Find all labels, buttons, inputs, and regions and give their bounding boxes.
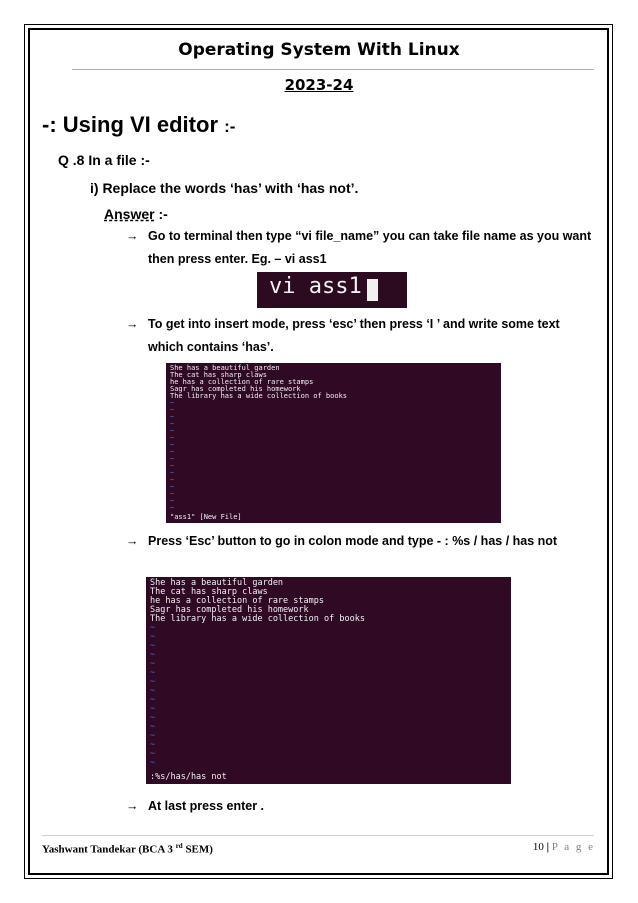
empty-line-tilde: ~ <box>150 695 156 705</box>
empty-line-tilde: ~ <box>170 455 175 463</box>
answer-label <box>104 206 168 222</box>
answer-tail: :- <box>154 206 168 222</box>
empty-line-tilde: ~ <box>170 441 175 449</box>
empty-line-tilde: ~ <box>170 406 175 414</box>
empty-line-tilde: ~ <box>150 740 156 750</box>
arrow-icon: → <box>126 317 139 331</box>
empty-line-tilde: ~ <box>150 722 156 732</box>
empty-line-tilde: ~ <box>150 659 156 669</box>
empty-line-tilde: ~ <box>150 758 156 768</box>
terminal-line: The cat has sharp claws <box>170 371 267 379</box>
terminal-line: The library has a wide collection of books <box>170 392 348 400</box>
page-number: 10 <box>532 841 544 853</box>
terminal-screenshot-1 <box>166 363 501 523</box>
empty-line-tilde: ~ <box>150 713 156 723</box>
step-1-text: Go to terminal then type “vi file_name” you can take file name as you want then press enter. Eg. – vi ass1 <box>148 229 592 266</box>
terminal-screenshot-2 <box>146 577 511 784</box>
arrow-icon: → <box>126 534 139 548</box>
section-heading-tail: :- <box>224 117 236 136</box>
document-title: Operating System With Linux <box>178 40 460 60</box>
terminal-line: he has a collection of rare stamps <box>150 596 324 606</box>
page-separator: | <box>546 841 550 853</box>
terminal-line: Sagr has completed his homework <box>150 605 309 615</box>
empty-line-tilde: ~ <box>150 749 156 759</box>
empty-line-tilde: ~ <box>170 504 175 512</box>
sub-question: i) Replace the words ‘has’ with ‘has not’. <box>90 180 359 196</box>
empty-line-tilde: ~ <box>150 623 156 633</box>
question-label: Q .8 In a file :- <box>58 152 150 168</box>
empty-line-tilde: ~ <box>170 462 175 470</box>
empty-line-tilde: ~ <box>170 490 175 498</box>
empty-line-tilde: ~ <box>150 668 156 678</box>
footer-page-number <box>470 841 595 853</box>
empty-line-tilde: ~ <box>150 677 156 687</box>
page-word: P a g e <box>551 841 595 853</box>
terminal-line: She has a beautiful garden <box>170 364 280 372</box>
empty-line-tilde: ~ <box>170 483 175 491</box>
step-4 <box>126 795 598 818</box>
arrow-icon: → <box>126 799 139 813</box>
empty-line-tilde: ~ <box>170 476 175 484</box>
empty-line-tilde: ~ <box>170 413 175 421</box>
terminal-line: The library has a wide collection of books <box>150 614 365 624</box>
vi-command-line: :%s/has/has not <box>150 772 227 782</box>
footer-author-text: Yashwant Tandekar (BCA 3 <box>42 843 176 856</box>
terminal-line: The cat has sharp claws <box>150 587 268 597</box>
step-1 <box>126 225 598 271</box>
terminal-line: he has a collection of rare stamps <box>170 378 314 386</box>
section-heading-text: -: Using VI editor <box>42 112 225 137</box>
step-2 <box>126 313 598 359</box>
empty-line-tilde: ~ <box>170 420 175 428</box>
vi-command-text: vi ass1 <box>269 274 362 299</box>
header-rule <box>72 69 594 70</box>
empty-line-tilde: ~ <box>150 704 156 714</box>
empty-line-tilde: ~ <box>150 632 156 642</box>
terminal-line: Sagr has completed his homework <box>170 385 301 393</box>
step-3-text: Press ‘Esc’ button to go in colon mode and type - : %s / has / has not <box>148 534 558 548</box>
empty-line-tilde: ~ <box>170 399 175 407</box>
footer-author-sup: rd <box>175 842 183 850</box>
step-2-text: To get into insert mode, press ‘esc’ then press ‘I ’ and write some text which contains ‘has’. <box>148 317 560 354</box>
empty-line-tilde: ~ <box>150 686 156 696</box>
answer-word: Answer <box>104 206 155 222</box>
empty-line-tilde: ~ <box>170 469 175 477</box>
vi-command-screenshot <box>257 272 407 308</box>
section-heading <box>42 112 235 138</box>
step-3 <box>126 530 598 553</box>
empty-line-tilde: ~ <box>170 434 175 442</box>
terminal-line: She has a beautiful garden <box>150 578 284 588</box>
vi-status-line: "ass1" [New File] <box>170 513 242 521</box>
empty-line-tilde: ~ <box>170 448 175 456</box>
footer-author-tail: SEM) <box>182 843 213 856</box>
footer-author <box>42 842 213 856</box>
footer-rule <box>42 835 594 836</box>
terminal-cursor <box>367 279 378 301</box>
empty-line-tilde: ~ <box>170 427 175 435</box>
empty-line-tilde: ~ <box>170 497 175 505</box>
step-4-text: At last press enter . <box>148 799 265 813</box>
document-year: 2023-24 <box>284 76 354 94</box>
arrow-icon: → <box>126 229 139 243</box>
empty-line-tilde: ~ <box>150 641 156 651</box>
empty-line-tilde: ~ <box>150 731 156 741</box>
empty-line-tilde: ~ <box>150 650 156 660</box>
